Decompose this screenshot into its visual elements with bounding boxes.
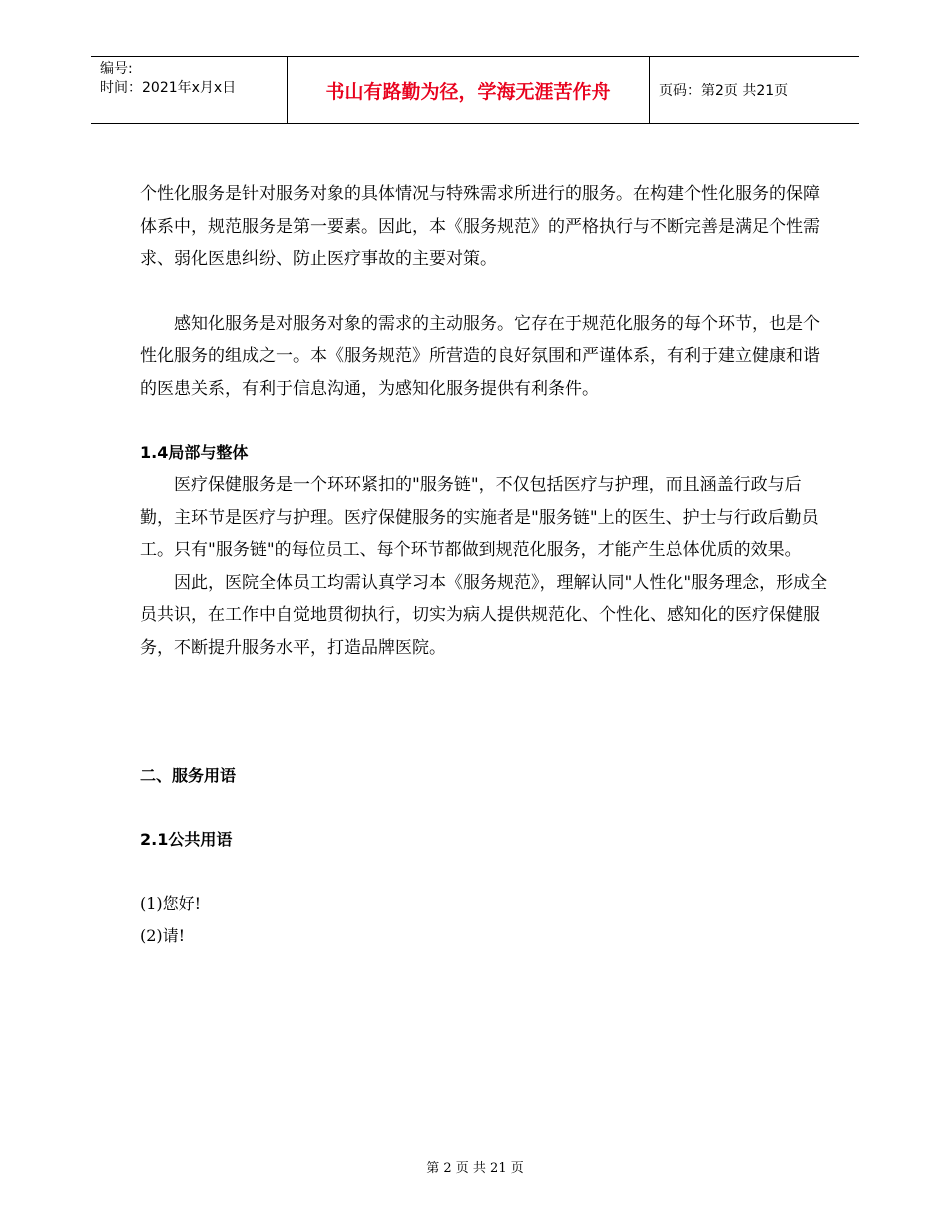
header-page-cell (649, 57, 859, 123)
paragraph-service-chain: 医疗保健服务是一个环环紧扣的"服务链"，不仅包括医疗与护理，而且涵盖行政与后勤，主环节是医疗与护理。医疗保健服务的实施者是"服务链"上的医生、护士与行政后勤员工。只有"服务链"的每位员工、每个环节都做到规范化服务，才能产生总体优质的效果。 (140, 475, 819, 560)
heading-1-4: 1.4局部与整体 (140, 443, 249, 462)
number-label: 编号: (100, 61, 133, 77)
heading-2-1: 2.1公共用语 (140, 830, 233, 849)
list-item-greeting: (1)您好! (140, 894, 202, 913)
list-item-please: (2)请! (140, 926, 186, 945)
header-meta-cell (91, 57, 288, 123)
page-header (91, 56, 859, 124)
paragraph-conclusion: 因此，医院全体员工均需认真学习本《服务规范》，理解认同"人性化"服务理念，形成全员共识，在工作中自觉地贯彻执行，切实为病人提供规范化、个性化、感知化的医疗保健服务，不断提升服务水平，打造品牌医院。 (140, 572, 828, 658)
motto-text: 书山有路勤为径，学海无涯苦作舟 (325, 80, 611, 103)
document-body (140, 178, 830, 952)
paragraph-perceptual-service: 感知化服务是对服务对象的需求的主动服务。它存在于规范化服务的每个环节，也是个性化服务的组成之一。本《服务规范》所营造的良好氛围和严谨体系，有利于建立健康和谐的医患关系，有利于信息沟通，为感知化服务提供有利条件。 (140, 313, 820, 399)
paragraph-personalized-service: 个性化服务是针对服务对象的具体情况与特殊需求所进行的服务。在构建个性化服务的保障体系中，规范服务是第一要素。因此，本《服务规范》的严格执行与不断完善是满足个性需求、弱化医患纠纷、防止医疗事故的主要对策。 (140, 184, 820, 269)
header-motto-cell (287, 57, 650, 123)
time-label: 时间：2021年x月x日 (100, 80, 237, 96)
heading-section-2: 二、服务用语 (140, 766, 237, 785)
page-footer: 第 2 页 共 21 页 (426, 1161, 524, 1176)
header-page-info: 页码：第2页 共21页 (659, 83, 789, 99)
